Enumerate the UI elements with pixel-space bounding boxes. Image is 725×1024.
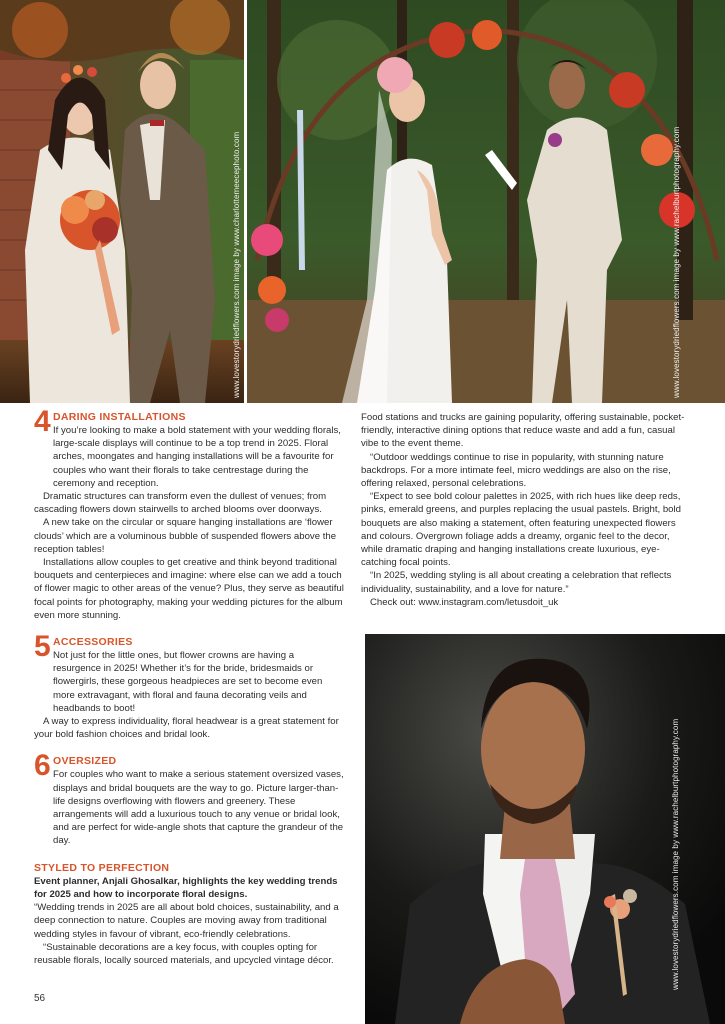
paragraph: “Wedding trends in 2025 are all about bold choices, sustainability, and a deep connection to nature. Couples are moving away from traditional wedding styles in favour of vibrant, eco-friendly celebrations. [34,902,339,940]
paragraph: Installations allow couples to get creative and think beyond traditional bouquets and centerpieces and imagine: where else can we add a touch of flower magic to other areas of the venue? Plus, they serve as beautiful focal points for photography, making your wedding pictures for the album even more stunning. [34,557,344,621]
section-oversized [34,749,344,847]
photo-ceremony-woods [247,0,725,403]
paragraph: “Expect to see bold colour palettes in 2025, with rich hues like deep reds, pinks, emerald greens, and purples replacing the usual pastels. Bright, bold bouquets are also making a statement, often featuring unexpected flowers and colours. Overgrown foliage adds a dreamy, organic feel to the decor, while dramatic draping and hanging installations create luxurious, eye-catching focal points. [361,491,681,569]
section-daring-installations [34,405,344,622]
section-title: DARING INSTALLATIONS [53,411,186,423]
section-number: 6 [34,749,51,783]
page-number: 56 [34,993,46,1004]
section-accessories [34,630,344,741]
photo-credit-bottom-right: www.lovestorydriedflowers.com image by www.rachelburtphotography.com [671,718,680,990]
section-title: OVERSIZED [53,755,117,768]
paragraph: Dramatic structures can transform even the dullest of venues; from cascading flowers down stairwells to arched blooms over doorways. [34,491,327,516]
paragraph: “In 2025, wedding styling is all about creating a celebration that reflects individuality, sustainability, and a love for nature.” [361,570,672,595]
photo-credit-top-right: www.lovestorydriedflowers.com image by www.rachelburtphotography.com [672,126,681,398]
paragraph: If you’re looking to make a bold statement with your wedding florals, large-scale displays will continue to be a top trend in 2025. Floral arches, moongates and hanging installations will be a favourite for couples who want their florals to take centrestage during the ceremony and reception. [53,425,341,489]
right-column [361,411,691,609]
left-column [34,405,344,967]
paragraph: For couples who want to make a serious statement oversized vases, displays and bridal bouquets are the way to go. Picture larger-than-life designs overflowing with flowers and greenery. These arrangements will add a luxurious touch to any venue or bridal look, and are perfect for wide-angle shots that capture the grandeur of the day. [53,769,344,847]
section-title: STYLED TO PERFECTION [34,861,170,874]
section-number: 4 [34,405,51,438]
paragraph: “Sustainable decorations are a key focus, with couples opting for reusable florals, locally sourced materials, and upcycled vintage décor. [34,941,334,966]
instagram-link[interactable]: Check out: www.instagram.com/letusdoit_uk [370,596,559,608]
paragraph: A new take on the circular or square hanging installations are ‘flower clouds’ which are a voluminous bubble of suspended flowers above the reception tables! [34,517,337,555]
intro-paragraph: Event planner, Anjali Ghosalkar, highlights the key wedding trends for 2025 and how to incorporate floral designs. [34,875,338,900]
photo-credit-top-left: www.lovestorydriedflowers.com image by www.charlottemeecephoto.com [232,131,241,398]
section-title: ACCESSORIES [53,636,133,649]
paragraph: Food stations and trucks are gaining popularity, offering sustainable, pocket-friendly, interactive dining options that reduce waste and add a fun, casual vibe to the event theme. [361,412,685,450]
paragraph: “Outdoor weddings continue to rise in popularity, with stunning nature backdrops. For a more intimate feel, micro weddings are also on the rise, offering relaxed, personal celebrations. [361,451,671,490]
section-styled-to-perfection [34,862,344,967]
photo-bride-groom-brick-wall [0,0,244,403]
paragraph: Not just for the little ones, but flower crowns are having a resurgence in 2025! Whether it’s for the bride, bridesmaids or flowergirls, these gorgeous headpieces are set to become even more extravagant, with floral and fauna decorating veils and headbands to boot! [53,650,323,714]
paragraph: A way to express individuality, floral headwear is a great statement for your bold fashion choices and bridal look. [34,716,339,741]
section-number: 5 [34,630,51,664]
